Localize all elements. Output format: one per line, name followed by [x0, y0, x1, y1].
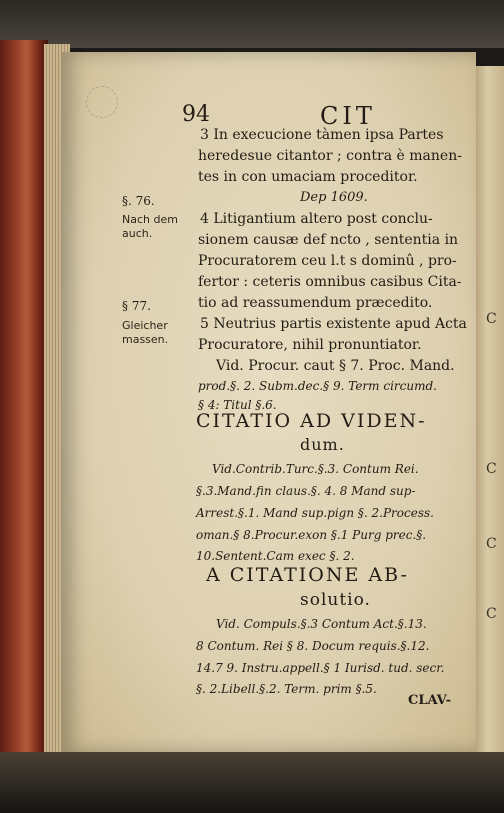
catchword: CLAV-: [408, 693, 452, 708]
background-bottom: [0, 752, 504, 813]
next-page-edge: [476, 66, 504, 756]
background-top: [0, 0, 504, 48]
margin-note: Gleicher: [122, 319, 168, 332]
section-heading: solutio.: [300, 590, 371, 610]
page-number: 94: [182, 102, 210, 127]
margin-note: § 77.: [122, 299, 151, 313]
running-head: CIT: [320, 102, 376, 130]
body-line: fertor : ceteris omnibus casibus Cita-: [198, 274, 462, 290]
reference-line: oman.§ 8.Procur.exon §.1 Purg prec.§.: [196, 528, 427, 542]
margin-note: auch.: [122, 227, 153, 240]
body-line: heredesue citantor ; contra è manen-: [198, 148, 462, 164]
book-spine: [0, 40, 48, 813]
margin-note: massen.: [122, 333, 169, 346]
body-line: tes in con umaciam proceditor.: [198, 169, 418, 185]
section-heading: A CITATIONE AB-: [206, 564, 409, 586]
body-line: tio ad reassumendum præcedito.: [198, 295, 433, 311]
reference-line: §. 2.Libell.§.2. Term. prim §.5.: [196, 682, 377, 696]
body-line: Procuratorem ceu l.t s dominû , pro-: [198, 253, 457, 269]
body-line: prod.§. 2. Subm.dec.§ 9. Term circumd.: [198, 379, 437, 393]
next-page-letter: C: [486, 536, 497, 552]
library-stamp-icon: [86, 86, 118, 118]
body-line: 3 In execucione tàmen ipsa Partes: [200, 127, 444, 143]
next-page-letter: C: [486, 606, 497, 622]
section-heading: CITATIO AD VIDEN-: [196, 410, 427, 432]
next-page-letter: C: [486, 461, 497, 477]
next-page-letter: C: [486, 311, 497, 327]
reference-line: 8 Contum. Rei § 8. Docum requis.§.12.: [196, 639, 430, 653]
margin-note: §. 76.: [122, 194, 155, 208]
body-line: Vid. Procur. caut § 7. Proc. Mand.: [216, 358, 455, 374]
reference-line: §.3.Mand.fin claus.§. 4. 8 Mand sup-: [196, 484, 416, 498]
reference-line: 14.7 9. Instru.appell.§ 1 Iurisd. tud. secr.: [196, 661, 445, 675]
body-line: Procuratore, nihil pronuntiator.: [198, 337, 422, 353]
body-line: 5 Neutrius partis existente apud Acta: [200, 316, 467, 332]
reference-line: Vid. Compuls.§.3 Contum Act.§.13.: [216, 617, 427, 631]
body-line: 4 Litigantium altero post conclu-: [200, 211, 433, 227]
body-line: § 4: Titul §.6.: [198, 398, 277, 412]
reference-line: Vid.Contrib.Turc.§.3. Contum Rei.: [212, 462, 419, 476]
section-heading: dum.: [300, 435, 345, 454]
margin-note: Nach dem: [122, 213, 178, 226]
body-line: Dep 1609.: [300, 190, 368, 205]
reference-line: Arrest.§.1. Mand sup.pign §. 2.Process.: [196, 506, 434, 520]
body-line: sionem causæ def ncto , sententia in: [198, 232, 459, 248]
reference-line: 10.Sentent.Cam exec §. 2.: [196, 549, 355, 563]
